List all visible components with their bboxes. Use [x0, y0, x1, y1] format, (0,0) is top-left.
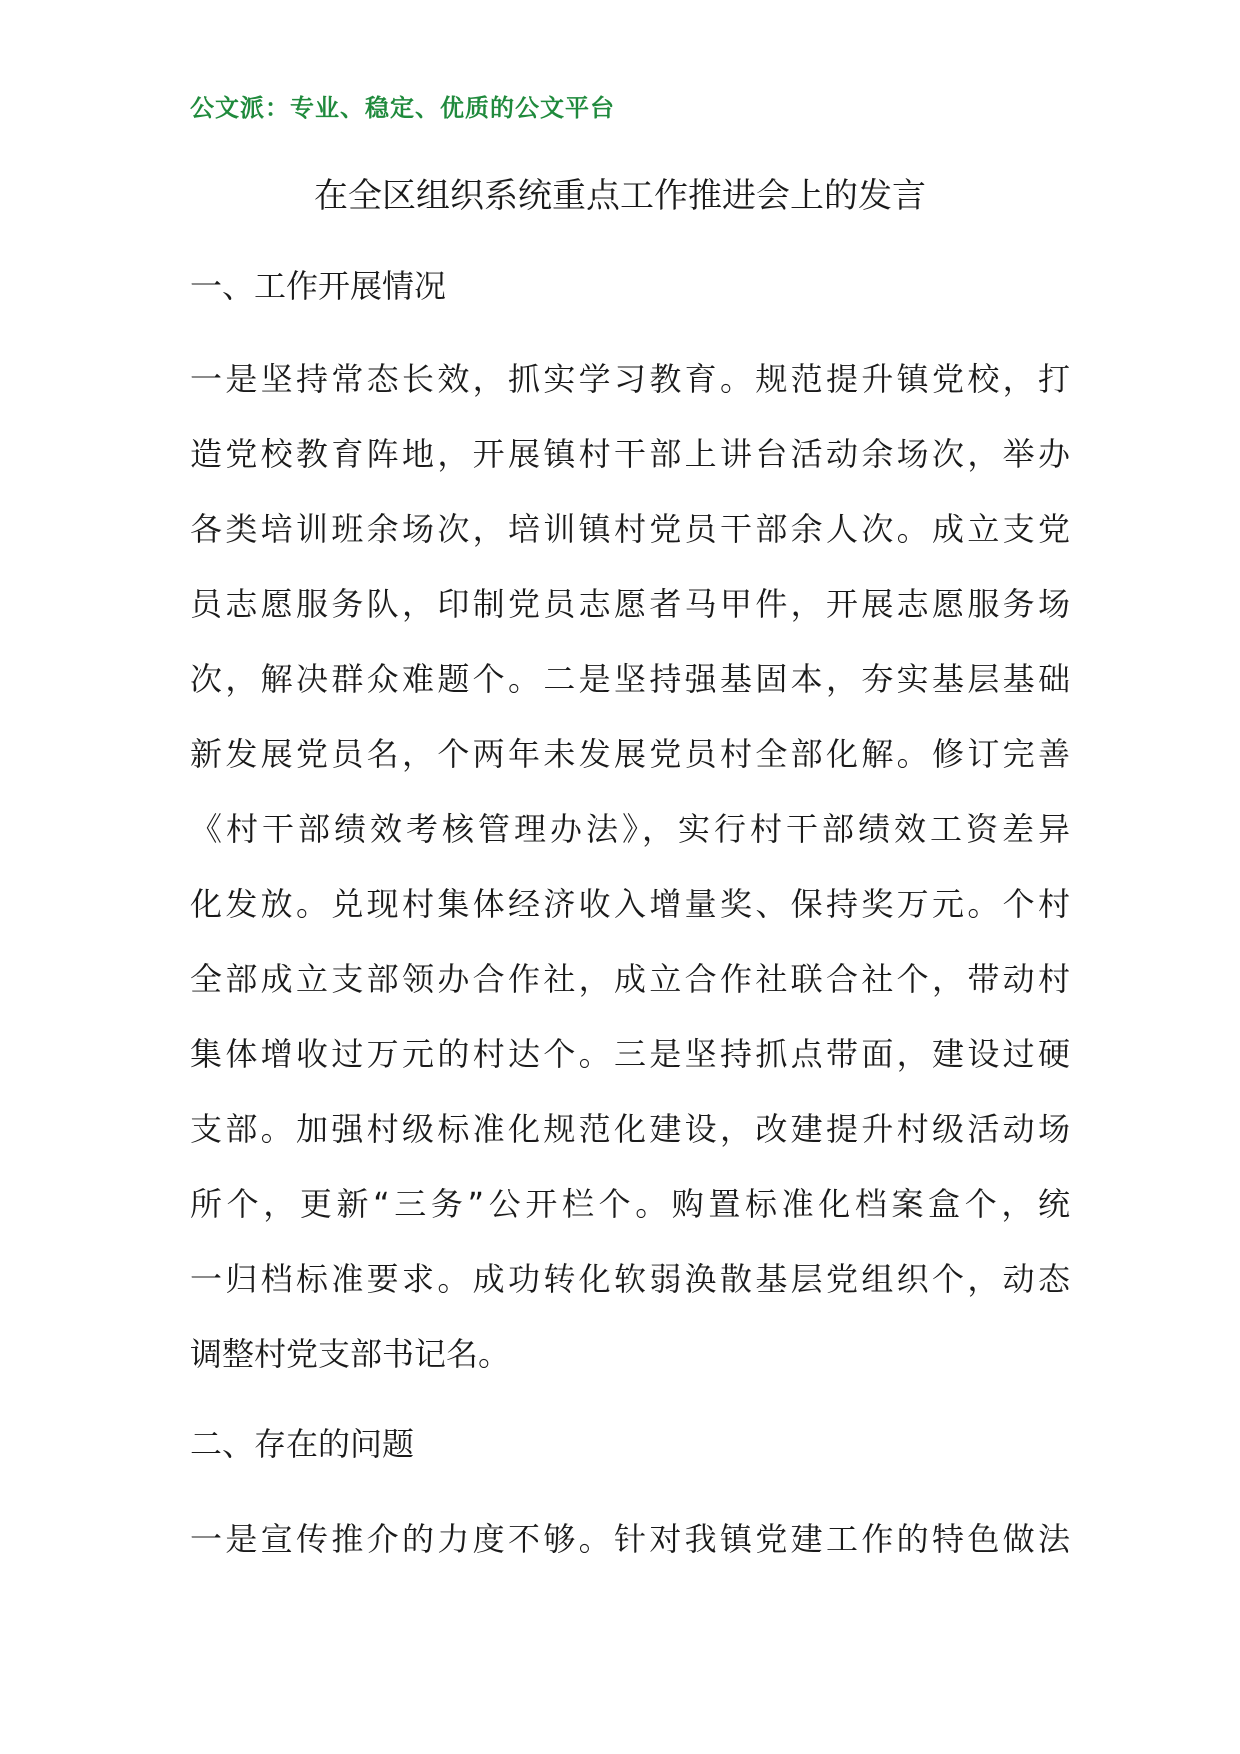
section-1-paragraph	[190, 342, 1070, 1392]
paragraph-line: 化发放。兑现村集体经济收入增量奖、保持奖万元。个村	[190, 885, 1070, 923]
paragraph-line: 一归档标准要求。成功转化软弱涣散基层党组织个，动态	[190, 1260, 1070, 1298]
paragraph-line: 新发展党员名，个两年未发展党员村全部化解。修订完善	[190, 735, 1070, 773]
section-heading-1: 一、工作开展情况	[190, 267, 447, 305]
section-2-paragraph	[190, 1502, 1070, 1577]
paragraph-line: 次，解决群众难题个。二是坚持强基固本，夯实基层基础	[190, 660, 1070, 698]
section-heading-2: 二、存在的问题	[190, 1425, 415, 1463]
header-tagline: 公文派：专业、稳定、优质的公文平台	[190, 94, 615, 122]
paragraph-line: 员志愿服务队，印制党员志愿者马甲件，开展志愿服务场	[190, 585, 1070, 623]
paragraph-line: 所个，更新“三务”公开栏个。购置标准化档案盒个，统	[190, 1185, 1070, 1223]
paragraph-line: 支部。加强村级标准化规范化建设，改建提升村级活动场	[190, 1110, 1070, 1148]
paragraph-line: 《村干部绩效考核管理办法》，实行村干部绩效工资差异	[190, 810, 1070, 848]
paragraph-line: 调整村党支部书记名。	[190, 1335, 511, 1373]
paragraph-line: 造党校教育阵地，开展镇村干部上讲台活动余场次，举办	[190, 435, 1070, 473]
paragraph-line: 全部成立支部领办合作社，成立合作社联合社个，带动村	[190, 960, 1070, 998]
document-title: 在全区组织系统重点工作推进会上的发言	[314, 176, 926, 216]
paragraph-line: 一是坚持常态长效，抓实学习教育。规范提升镇党校，打	[190, 360, 1070, 398]
paragraph-line: 各类培训班余场次，培训镇村党员干部余人次。成立支党	[190, 510, 1070, 548]
paragraph-line: 集体增收过万元的村达个。三是坚持抓点带面，建设过硬	[190, 1035, 1070, 1073]
paragraph-line: 一是宣传推介的力度不够。针对我镇党建工作的特色做法	[190, 1520, 1070, 1558]
